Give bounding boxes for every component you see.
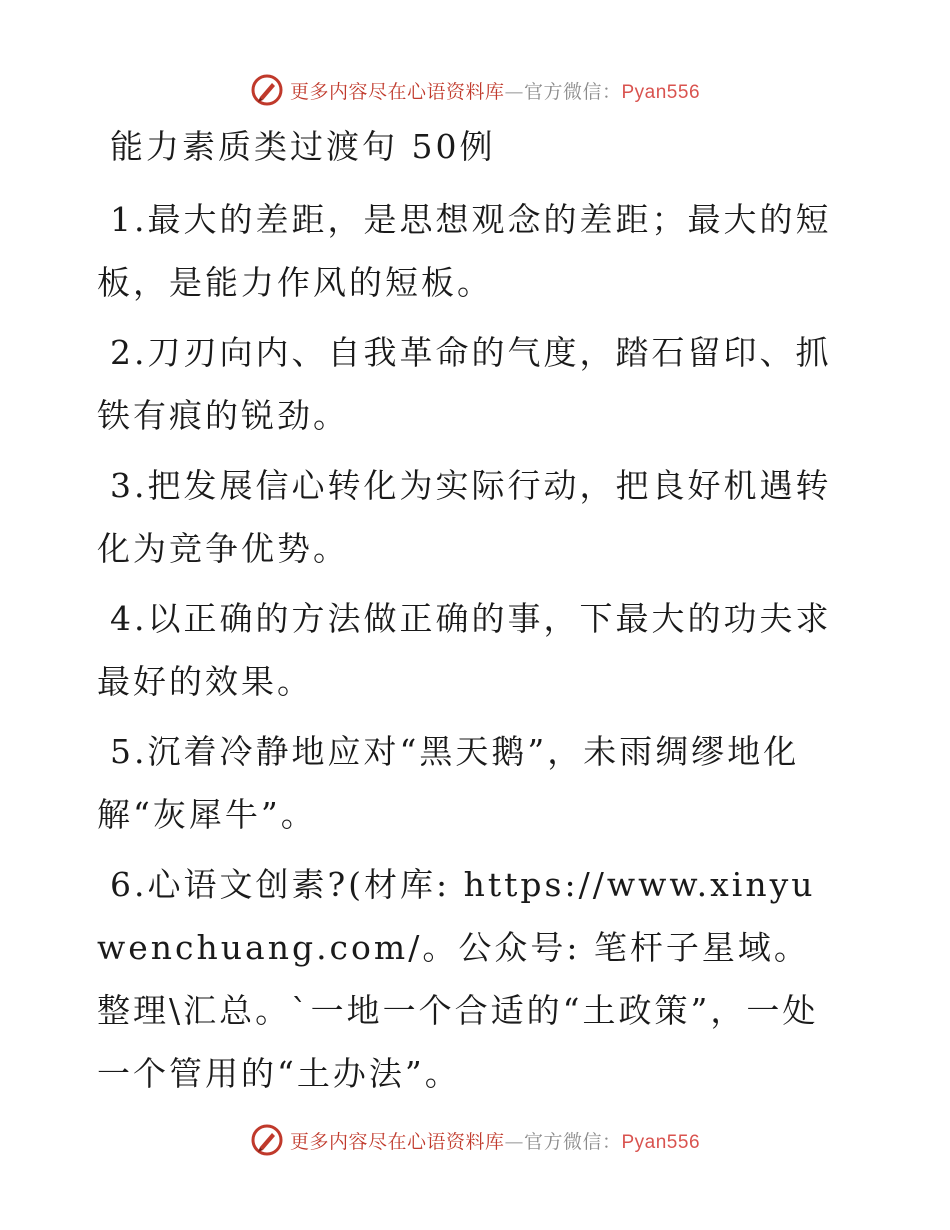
list-item: 3.把发展信心转化为实际行动，把良好机遇转化为竞争优势。 bbox=[97, 466, 832, 568]
document-title: 能力素质类过渡句 50例 bbox=[110, 127, 496, 166]
header-banner-content bbox=[250, 73, 700, 107]
list-item: 5.沉着冷静地应对“黑天鹅”，未雨绸缪地化解“灰犀牛”。 bbox=[97, 732, 800, 834]
list-item: 1.最大的差距，是思想观念的差距；最大的短板，是能力作风的短板。 bbox=[97, 200, 832, 302]
header-dash: — bbox=[504, 80, 524, 103]
header-banner bbox=[0, 70, 950, 110]
list-item: 4.以正确的方法做正确的事，下最大的功夫求最好的效果。 bbox=[97, 599, 832, 701]
footer-banner bbox=[0, 1120, 950, 1160]
footer-wechat-id: Pyan556 bbox=[621, 1131, 701, 1153]
pen-seal-icon bbox=[250, 73, 284, 107]
pen-seal-icon bbox=[250, 1123, 284, 1157]
footer-site-text: 更多内容尽在心语资料库 bbox=[289, 1130, 505, 1153]
footer-banner-content bbox=[250, 1123, 700, 1157]
list-item: 6.心语文创素?(材库: https://www.xinyuwenchuang.com/。公众号: 笔杆子星域。整理\汇总。`一地一个合适的“土政策”，一处一个管用的“土办法”。 bbox=[97, 865, 819, 1093]
header-wechat-label: 官方微信： bbox=[523, 80, 622, 103]
transition-sentence-list bbox=[97, 188, 842, 1112]
footer-wechat-label: 官方微信： bbox=[523, 1130, 622, 1153]
footer-banner-text bbox=[290, 1127, 700, 1154]
header-banner-text bbox=[290, 77, 700, 104]
header-wechat-id: Pyan556 bbox=[621, 81, 701, 103]
header-site-text: 更多内容尽在心语资料库 bbox=[289, 80, 505, 103]
footer-dash: — bbox=[504, 1130, 524, 1153]
list-item: 2.刀刃向内、自我革命的气度，踏石留印、抓铁有痕的锐劲。 bbox=[97, 333, 832, 435]
